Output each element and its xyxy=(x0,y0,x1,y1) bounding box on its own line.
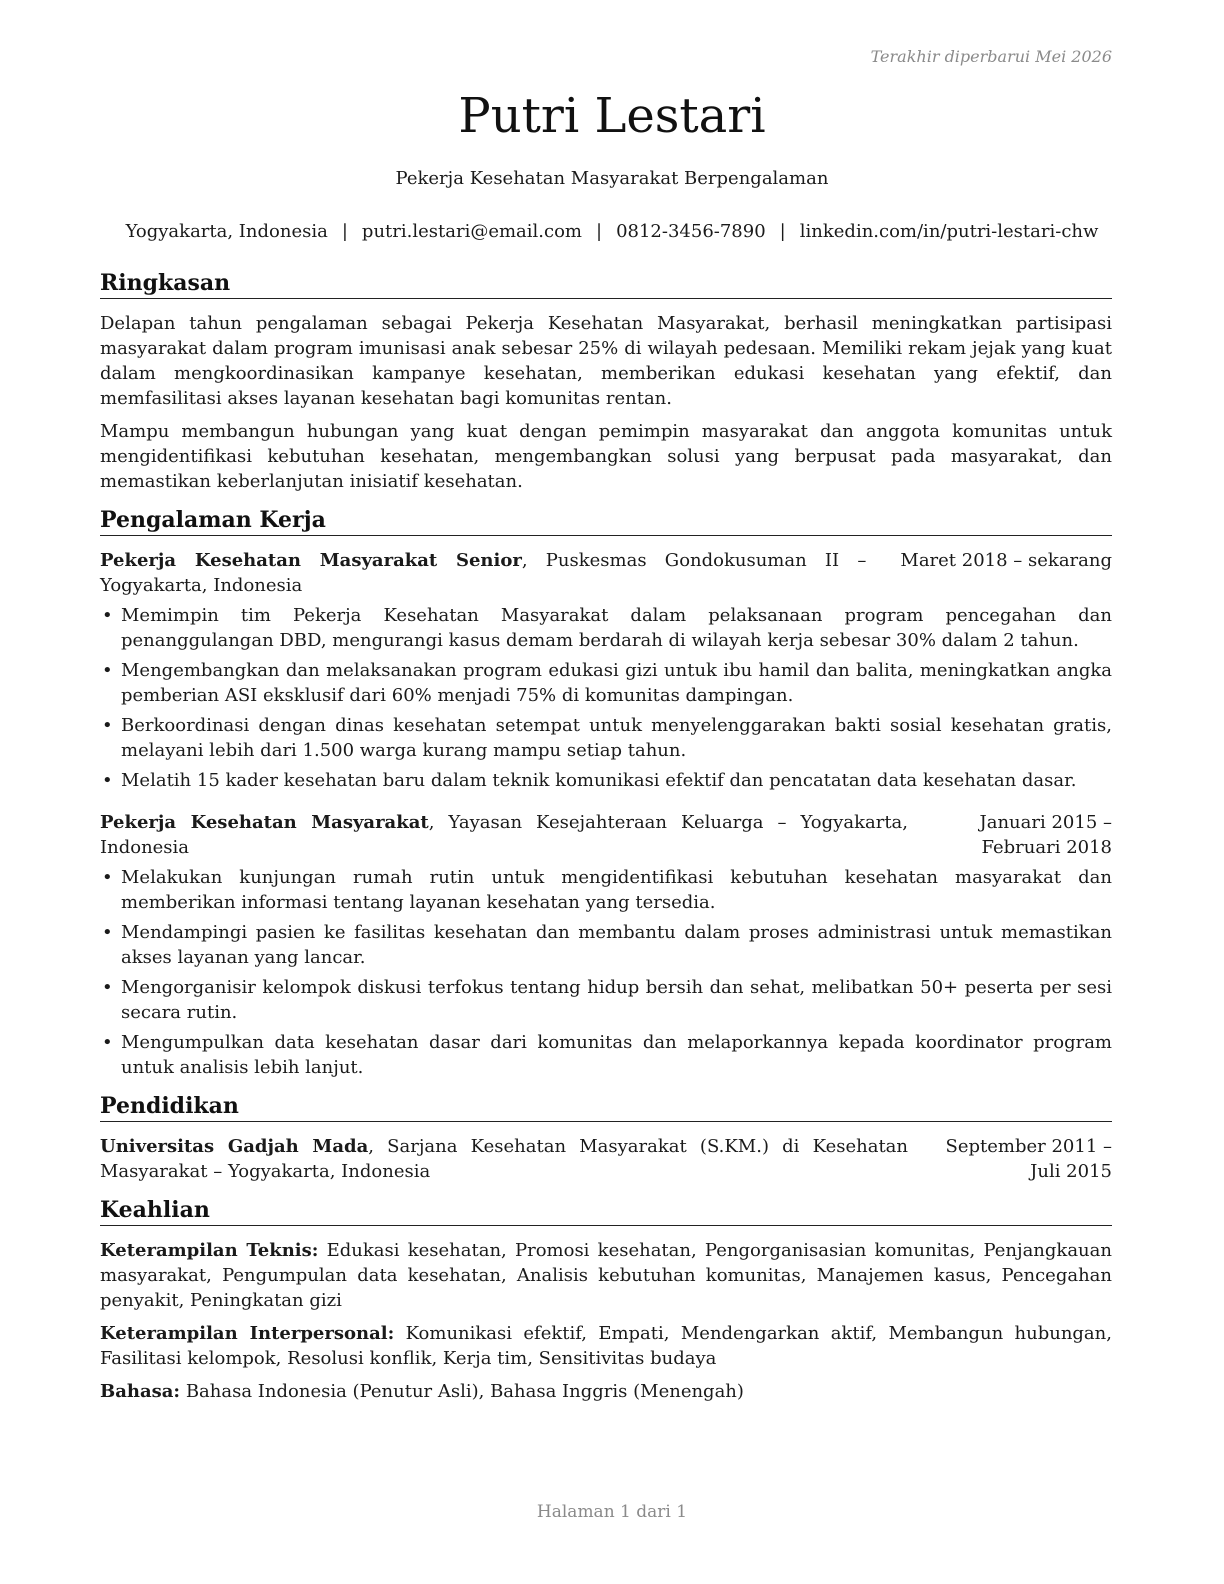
contact-phone: 0812-3456-7890 xyxy=(616,221,766,242)
summary-section xyxy=(100,268,1112,494)
list-item: • Berkoordinasi dengan dinas kesehatan setempat untuk menyelenggarakan bakti sosial kesehatan gratis, melayani lebih dari 1.500 warga kurang mampu setiap tahun. xyxy=(100,713,1112,763)
skills-section xyxy=(100,1195,1112,1404)
list-item: • Memimpin tim Pekerja Kesehatan Masyarakat dalam pelaksanaan program pencegahan dan penanggulangan DBD, mengurangi kasus demam berdarah di wilayah kerja sebesar 30% dalam 2 tahun. xyxy=(100,603,1112,653)
job-entry xyxy=(100,548,1112,793)
section-title-skills: Keahlian xyxy=(100,1195,1112,1226)
education-degree: , Sarjana Kesehatan Masyarakat (S.KM.) di Kesehatan Masyarakat – Yogyakarta, Indonesia xyxy=(100,1136,908,1182)
skill-label: Bahasa: xyxy=(100,1381,181,1402)
job-dates: Januari 2015 – Februari 2018 xyxy=(979,812,1112,858)
skill-label: Keterampilan Interpersonal: xyxy=(100,1323,395,1344)
job-dates: Maret 2018 – sekarang xyxy=(900,550,1112,571)
skill-label: Keterampilan Teknis: xyxy=(100,1240,319,1261)
job-title-line xyxy=(100,548,866,598)
resume-body xyxy=(100,268,1112,1415)
contact-location: Yogyakarta, Indonesia xyxy=(125,221,328,242)
job-role: Pekerja Kesehatan Masyarakat Senior xyxy=(100,550,522,571)
job-header xyxy=(100,548,1112,598)
last-updated-note: Terakhir diperbarui Mei 2026 xyxy=(870,47,1112,66)
summary-paragraph: Delapan tahun pengalaman sebagai Pekerja Kesehatan Masyarakat, berhasil meningkatkan partisipasi masyarakat dalam program imunisasi anak sebesar 25% di wilayah pedesaan. Memiliki rekam jejak yang kuat dalam mengkoordinasikan kampanye kesehatan, memberikan edukasi kesehatan yang efektif, dan memfasilitasi akses layanan kesehatan bagi komunitas rentan. xyxy=(100,313,1112,409)
skill-group xyxy=(100,1238,1112,1313)
job-bullets xyxy=(100,603,1112,793)
skill-value: Edukasi kesehatan, Promosi kesehatan, Pengorganisasian komunitas, Penjangkauan masyarakat, Pengumpulan data kesehatan, Analisis kebutuhan komunitas, Manajemen kasus, Pencegahan penyakit, Peningkatan gizi xyxy=(100,1240,1112,1311)
list-item: • Mengembangkan dan melaksanakan program edukasi gizi untuk ibu hamil dan balita, meningkatkan angka pemberian ASI eksklusif dari 60% menjadi 75% di komunitas dampingan. xyxy=(100,658,1112,708)
list-item: • Melakukan kunjungan rumah rutin untuk mengidentifikasi kebutuhan kesehatan masyarakat dan memberikan informasi tentang layanan kesehatan yang tersedia. xyxy=(100,865,1112,915)
job-header xyxy=(100,810,1112,860)
job-title-line xyxy=(100,810,908,860)
contact-line xyxy=(0,219,1224,244)
education-school: Universitas Gadjah Mada xyxy=(100,1136,369,1157)
education-line xyxy=(100,1134,908,1184)
list-item: • Melatih 15 kader kesehatan baru dalam teknik komunikasi efektif dan pencatatan data kesehatan dasar. xyxy=(100,768,1112,793)
education-section xyxy=(100,1091,1112,1184)
contact-email[interactable]: putri.lestari@email.com xyxy=(361,221,582,242)
skill-group xyxy=(100,1379,1112,1404)
education-entry xyxy=(100,1134,1112,1184)
contact-separator: | xyxy=(779,221,786,242)
skill-value: Bahasa Indonesia (Penutur Asli), Bahasa Inggris (Menengah) xyxy=(185,1381,744,1402)
list-item: • Mengumpulkan data kesehatan dasar dari komunitas dan melaporkannya kepada koordinator program untuk analisis lebih lanjut. xyxy=(100,1030,1112,1080)
page-number: Halaman 1 dari 1 xyxy=(536,1502,688,1522)
education-dates: September 2011 – Juli 2015 xyxy=(945,1136,1112,1182)
experience-section xyxy=(100,505,1112,1080)
job-entry xyxy=(100,810,1112,1080)
candidate-tagline: Pekerja Kesehatan Masyarakat Berpengalaman xyxy=(395,168,829,189)
skill-value: Komunikasi efektif, Empati, Mendengarkan aktif, Membangun hubungan, Fasilitasi kelompok, Resolusi konflik, Kerja tim, Sensitivitas budaya xyxy=(100,1323,1112,1369)
section-title-experience: Pengalaman Kerja xyxy=(100,505,1112,536)
list-item: • Mengorganisir kelompok diskusi terfokus tentang hidup bersih dan sehat, melibatkan 50+ peserta per sesi secara rutin. xyxy=(100,975,1112,1025)
contact-separator: | xyxy=(596,221,603,242)
skill-group xyxy=(100,1321,1112,1371)
section-title-summary: Ringkasan xyxy=(100,268,1112,299)
job-role: Pekerja Kesehatan Masyarakat xyxy=(100,812,429,833)
job-organization: , Puskesmas Gondokusuman II – Yogyakarta, Indonesia xyxy=(100,550,867,596)
job-bullets xyxy=(100,865,1112,1080)
contact-linkedin[interactable]: linkedin.com/in/putri-lestari-chw xyxy=(799,221,1099,242)
list-item: • Mendampingi pasien ke fasilitas kesehatan dan membantu dalam proses administrasi untuk memastikan akses layanan yang lancar. xyxy=(100,920,1112,970)
section-title-education: Pendidikan xyxy=(100,1091,1112,1122)
candidate-name: Putri Lestari xyxy=(458,88,766,144)
job-organization: , Yayasan Kesejahteraan Keluarga – Yogyakarta, Indonesia xyxy=(100,812,909,858)
summary-paragraph: Mampu membangun hubungan yang kuat dengan pemimpin masyarakat dan anggota komunitas untuk mengidentifikasi kebutuhan kesehatan, mengembangkan solusi yang berpusat pada masyarakat, dan memastikan keberlanjutan inisiatif kesehatan. xyxy=(100,421,1112,492)
contact-separator: | xyxy=(341,221,348,242)
